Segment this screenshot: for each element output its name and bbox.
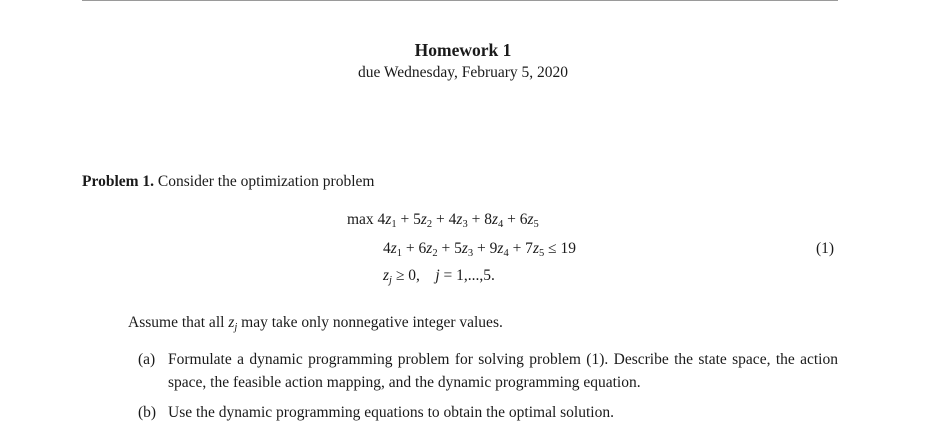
part-a xyxy=(138,348,838,394)
assumption-after: may take only nonnegative integer values. xyxy=(237,314,503,331)
part-a-text: Formulate a dynamic programming problem for solving problem (1). Describe the state space, the action space, the feasible action mapping, and the dynamic programming equation. xyxy=(168,351,838,391)
assumption-before: Assume that all xyxy=(128,314,229,331)
problem-label: Problem 1. xyxy=(82,173,155,190)
equation-number: (1) xyxy=(816,240,835,257)
problem-intro: Consider the optimization problem xyxy=(157,173,375,190)
part-b-label: (b) xyxy=(138,404,157,421)
due-date: due Wednesday, February 5, 2020 xyxy=(357,64,569,81)
equation-constraint: $4z_1 + 6z_2 + 5z_3 + 9z_4 + 7z_5 \le 19$ xyxy=(383,240,576,259)
assumption-text: Assume that all $z_j$ may take only nonnegative integer values. xyxy=(128,314,503,333)
homework-title: Homework 1 xyxy=(414,40,512,60)
part-a-label: (a) xyxy=(138,351,156,368)
equation-nonnegativity: $z_j \ge 0$, j = 1,...,5. xyxy=(383,267,495,286)
equation-objective: $\max 4z_1 + 5z_2 + 4z_3 + 8z_4 + 6z_5$ xyxy=(347,211,539,230)
part-b-text: Use the dynamic programming equations to obtain the optimal solution. xyxy=(168,404,614,421)
problem-heading xyxy=(82,173,374,191)
part-b xyxy=(138,401,838,424)
top-rule xyxy=(82,0,838,1)
